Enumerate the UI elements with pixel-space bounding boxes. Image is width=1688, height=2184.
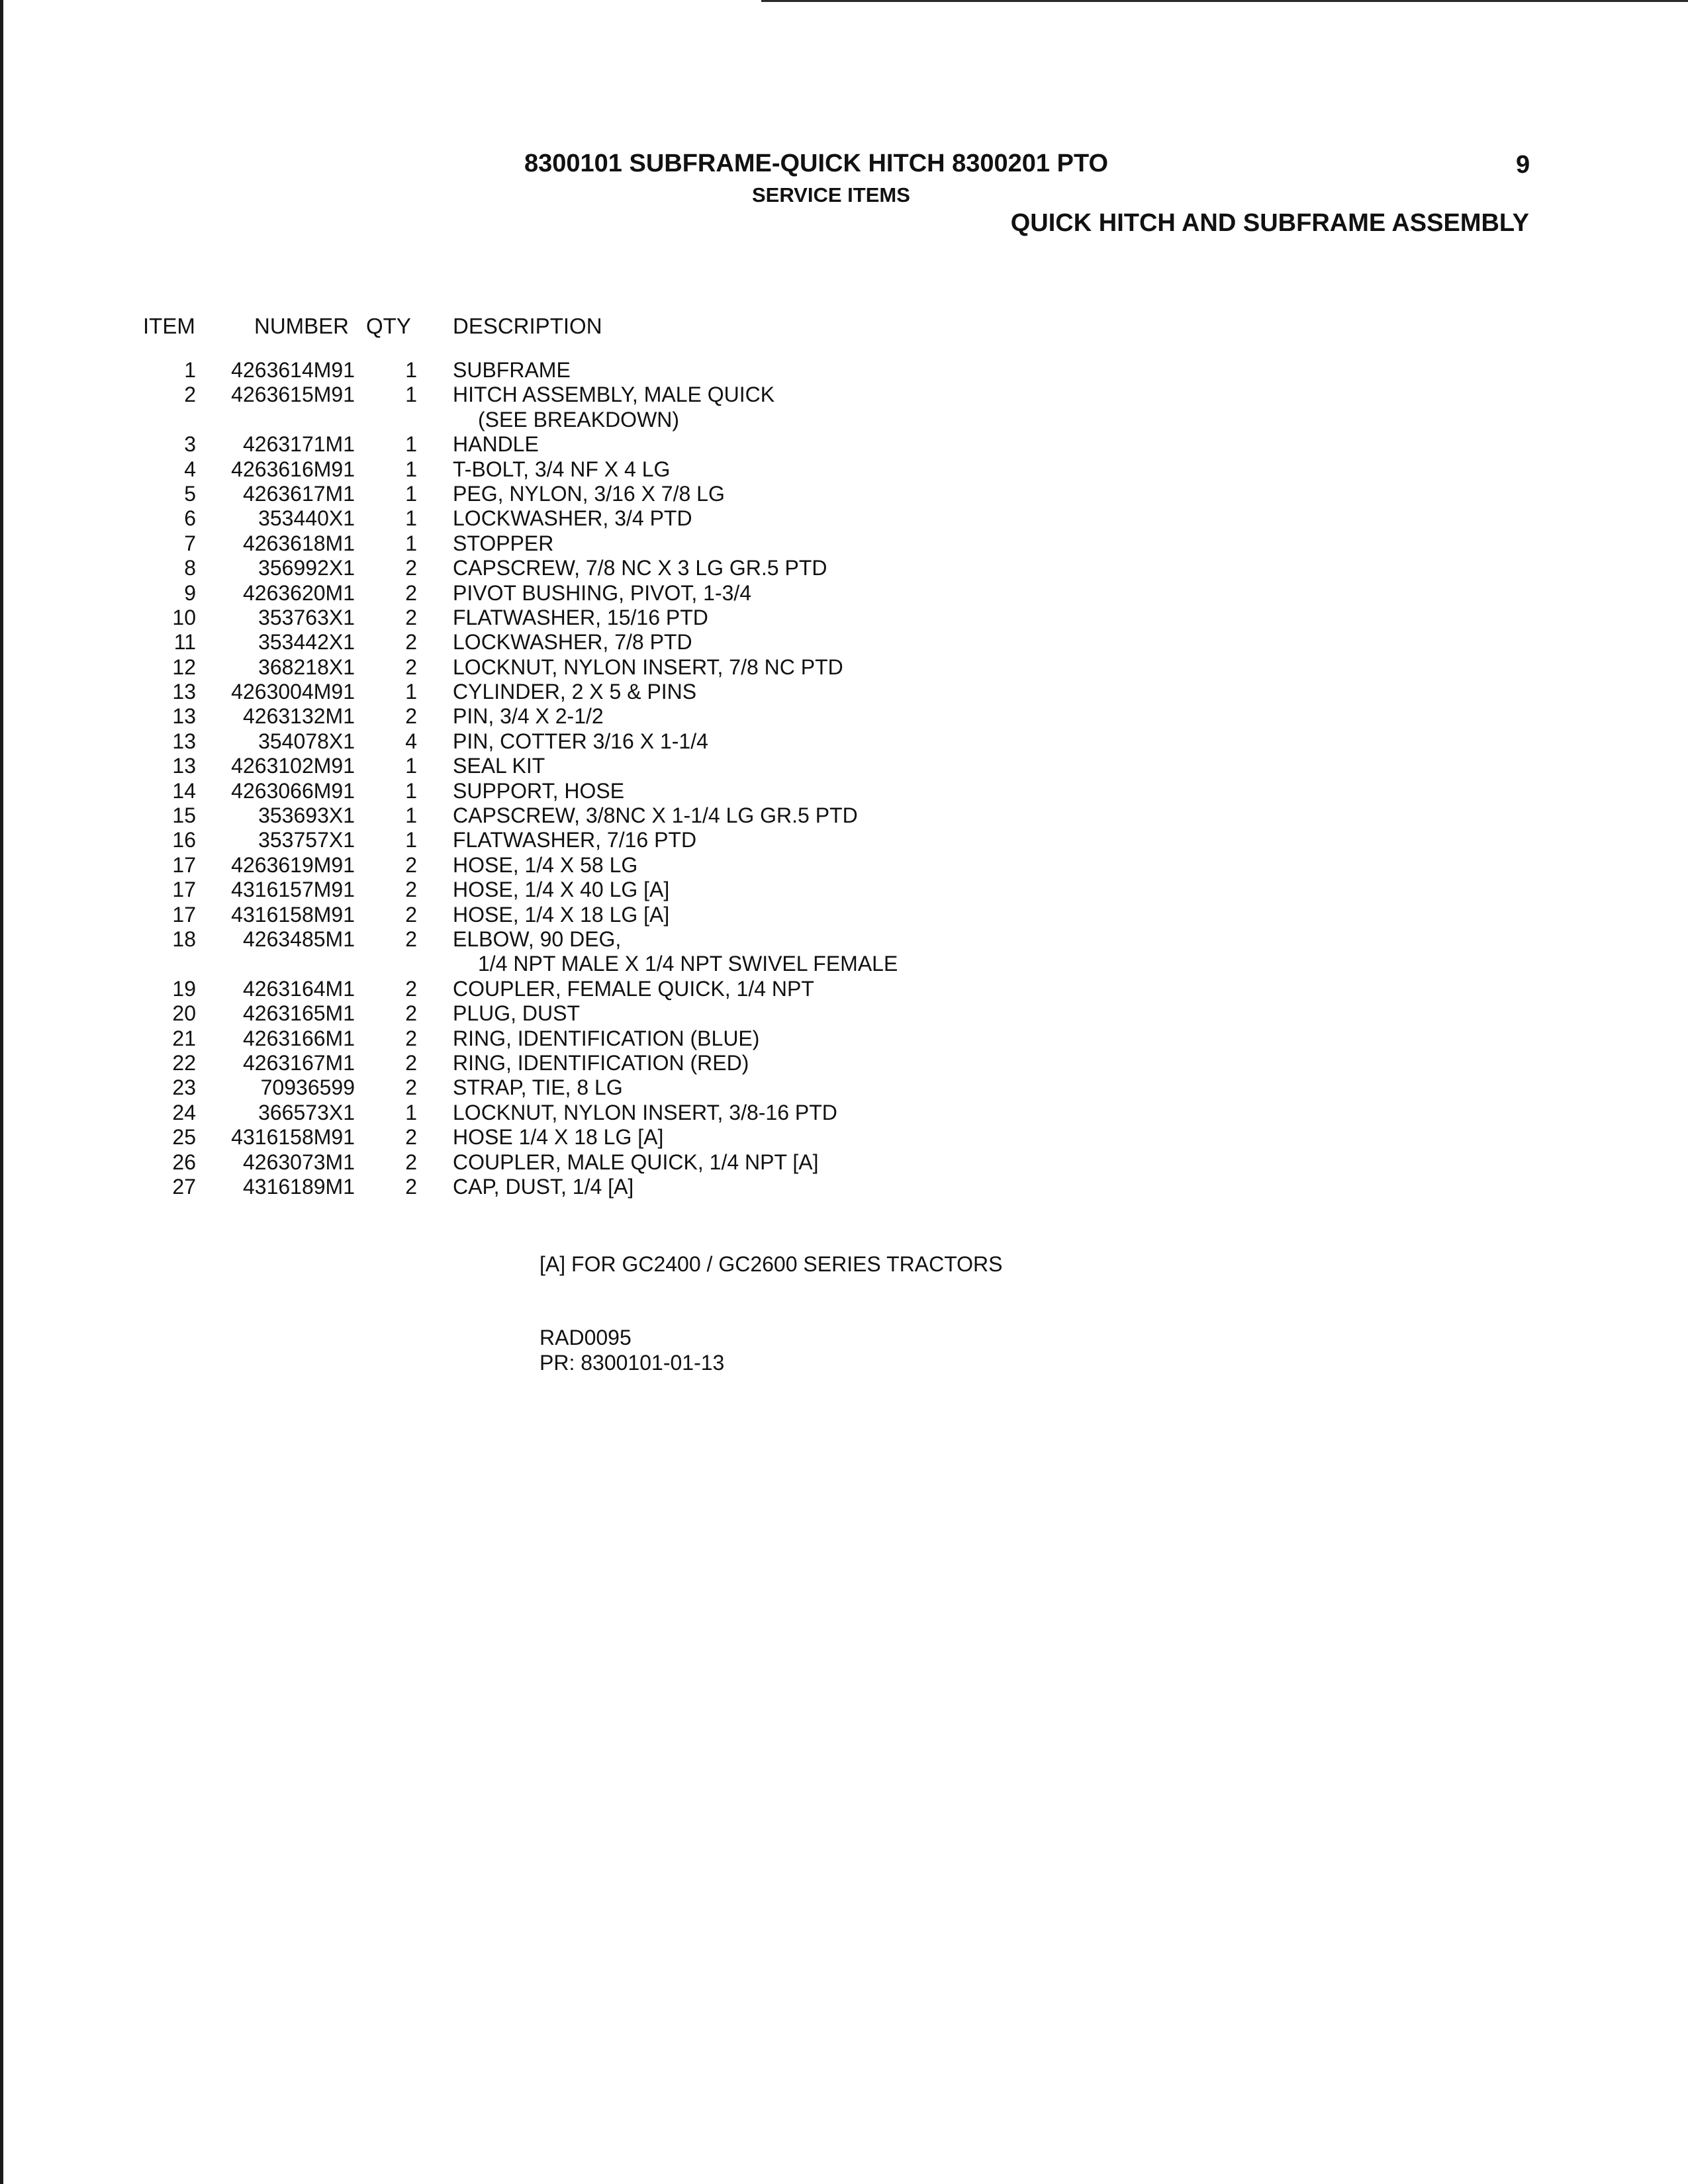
table-row <box>0 704 1688 729</box>
part-number-cell: 356992X1 <box>258 556 355 580</box>
description-cell: PLUG, DUST <box>453 1001 581 1026</box>
table-row <box>0 506 1688 531</box>
part-number-cell: 4263132M1 <box>242 704 355 729</box>
part-number-cell: 4263164M1 <box>242 976 355 1001</box>
column-header-number: NUMBER <box>254 314 350 338</box>
item-cell: 17 <box>172 878 196 902</box>
qty-cell: 1 <box>405 432 417 457</box>
table-row <box>0 1051 1688 1075</box>
table-row <box>0 606 1688 630</box>
part-number-cell: 4263102M91 <box>231 754 355 778</box>
table-row <box>0 1075 1688 1100</box>
item-cell: 2 <box>184 383 196 407</box>
column-header-qty: QTY <box>366 314 411 338</box>
item-cell: 25 <box>172 1125 196 1150</box>
part-number-cell: 4316157M91 <box>231 878 355 902</box>
description-cell: 1/4 NPT MALE X 1/4 NPT SWIVEL FEMALE <box>478 952 898 976</box>
qty-cell: 1 <box>405 1100 417 1124</box>
parts-list <box>0 358 1688 1199</box>
item-cell: 26 <box>172 1150 196 1174</box>
part-number-cell: 4263073M1 <box>242 1150 355 1174</box>
part-number-cell: 353763X1 <box>258 605 355 629</box>
description-cell: FLATWASHER, 7/16 PTD <box>453 828 697 852</box>
item-cell: 24 <box>172 1100 196 1124</box>
part-number-cell: 4263614M91 <box>231 358 355 382</box>
table-row <box>0 358 1688 383</box>
table-row <box>0 457 1688 482</box>
item-cell: 20 <box>172 1001 196 1026</box>
qty-cell: 4 <box>405 729 417 753</box>
part-number-cell: 4263066M91 <box>231 778 355 803</box>
reference-pr: PR: 8300101-01-13 <box>539 1351 725 1375</box>
table-row <box>0 1026 1688 1051</box>
table-row <box>0 531 1688 556</box>
part-number-cell: 353440X1 <box>258 506 355 531</box>
description-cell: FLATWASHER, 15/16 PTD <box>453 605 708 629</box>
qty-cell: 1 <box>405 457 417 481</box>
description-cell: LOCKWASHER, 3/4 PTD <box>453 506 692 531</box>
item-cell: 5 <box>184 481 196 506</box>
qty-cell: 2 <box>405 1026 417 1050</box>
page-number: 9 <box>1516 151 1530 179</box>
qty-cell: 2 <box>405 580 417 605</box>
table-row <box>0 1001 1688 1026</box>
table-row <box>0 952 1688 976</box>
qty-cell: 2 <box>405 902 417 927</box>
item-cell: 16 <box>172 828 196 852</box>
qty-cell: 2 <box>405 1050 417 1075</box>
description-cell: COUPLER, FEMALE QUICK, 1/4 NPT <box>453 976 814 1001</box>
qty-cell: 2 <box>405 630 417 655</box>
qty-cell: 1 <box>405 680 417 704</box>
qty-cell: 2 <box>405 1001 417 1026</box>
column-header-description: DESCRIPTION <box>453 314 602 338</box>
item-cell: 18 <box>172 927 196 951</box>
item-cell: 19 <box>172 976 196 1001</box>
qty-cell: 2 <box>405 852 417 877</box>
part-number-cell: 4263485M1 <box>242 927 355 951</box>
qty-cell: 2 <box>405 1174 417 1199</box>
table-row <box>0 383 1688 407</box>
qty-cell: 2 <box>405 927 417 951</box>
footnote: [A] FOR GC2400 / GC2600 SERIES TRACTORS <box>539 1252 1003 1276</box>
part-number-cell: 4263619M91 <box>231 852 355 877</box>
item-cell: 13 <box>172 704 196 729</box>
item-cell: 9 <box>184 580 196 605</box>
item-cell: 10 <box>172 605 196 629</box>
table-row <box>0 779 1688 803</box>
qty-cell: 2 <box>405 878 417 902</box>
item-cell: 11 <box>173 630 196 655</box>
table-row <box>0 853 1688 878</box>
part-number-cell: 4316158M91 <box>231 1125 355 1150</box>
part-number-cell: 4263167M1 <box>242 1050 355 1075</box>
table-row <box>0 432 1688 457</box>
description-cell: CAP, DUST, 1/4 [A] <box>453 1174 634 1199</box>
part-number-cell: 4263616M91 <box>231 457 355 481</box>
qty-cell: 2 <box>405 976 417 1001</box>
description-cell: LOCKNUT, NYLON INSERT, 7/8 NC PTD <box>453 655 843 679</box>
qty-cell: 2 <box>405 605 417 629</box>
description-cell: RING, IDENTIFICATION (RED) <box>453 1050 749 1075</box>
description-cell: HOSE, 1/4 X 58 LG <box>453 852 638 877</box>
table-row <box>0 927 1688 952</box>
item-cell: 4 <box>184 457 196 481</box>
description-cell: LOCKWASHER, 7/8 PTD <box>453 630 692 655</box>
description-cell: PIVOT BUSHING, PIVOT, 1-3/4 <box>453 580 752 605</box>
item-cell: 3 <box>184 432 196 457</box>
item-cell: 12 <box>172 655 196 679</box>
item-cell: 6 <box>184 506 196 531</box>
item-cell: 7 <box>184 531 196 555</box>
qty-cell: 1 <box>405 754 417 778</box>
description-cell: HOSE, 1/4 X 40 LG [A] <box>453 878 670 902</box>
part-number-cell: 353693X1 <box>258 803 355 828</box>
description-cell: CAPSCREW, 3/8NC X 1-1/4 LG GR.5 PTD <box>453 803 858 828</box>
description-cell: HOSE, 1/4 X 18 LG [A] <box>453 902 670 927</box>
table-row <box>0 655 1688 680</box>
page-title: 8300101 SUBFRAME-QUICK HITCH 8300201 PTO <box>524 150 1109 177</box>
description-cell: SEAL KIT <box>453 754 545 778</box>
part-number-cell: 366573X1 <box>258 1100 355 1124</box>
table-row <box>0 1125 1688 1150</box>
item-cell: 14 <box>172 778 196 803</box>
qty-cell: 2 <box>405 704 417 729</box>
qty-cell: 2 <box>405 1125 417 1150</box>
part-number-cell: 4263620M1 <box>242 580 355 605</box>
page-subtitle: SERVICE ITEMS <box>752 183 910 206</box>
reference-code: RAD0095 <box>539 1326 632 1349</box>
table-row <box>0 729 1688 754</box>
scan-edge-top <box>761 0 1688 2</box>
description-cell: STOPPER <box>453 531 554 555</box>
qty-cell: 1 <box>405 778 417 803</box>
description-cell: PIN, COTTER 3/16 X 1-1/4 <box>453 729 708 753</box>
item-cell: 23 <box>172 1075 196 1100</box>
table-row <box>0 803 1688 828</box>
item-cell: 13 <box>172 729 196 753</box>
part-number-cell: 4263617M1 <box>242 481 355 506</box>
part-number-cell: 4316158M91 <box>231 902 355 927</box>
table-row <box>0 754 1688 778</box>
qty-cell: 2 <box>405 655 417 679</box>
item-cell: 1 <box>184 358 196 382</box>
table-row <box>0 1175 1688 1199</box>
item-cell: 8 <box>184 556 196 580</box>
item-cell: 15 <box>172 803 196 828</box>
description-cell: STRAP, TIE, 8 LG <box>453 1075 623 1100</box>
part-number-cell: 4263615M91 <box>231 383 355 407</box>
description-cell: CYLINDER, 2 X 5 & PINS <box>453 680 697 704</box>
part-number-cell: 4263165M1 <box>242 1001 355 1026</box>
description-cell: T-BOLT, 3/4 NF X 4 LG <box>453 457 671 481</box>
item-cell: 21 <box>172 1026 196 1050</box>
table-row <box>0 903 1688 927</box>
description-cell: CAPSCREW, 7/8 NC X 3 LG GR.5 PTD <box>453 556 827 580</box>
part-number-cell: 70936599 <box>260 1075 355 1100</box>
qty-cell: 2 <box>405 1075 417 1100</box>
qty-cell: 1 <box>405 531 417 555</box>
table-row <box>0 680 1688 704</box>
description-cell: (SEE BREAKDOWN) <box>478 407 680 432</box>
part-number-cell: 4263618M1 <box>242 531 355 555</box>
table-row <box>0 977 1688 1001</box>
description-cell: SUBFRAME <box>453 358 571 382</box>
description-cell: RING, IDENTIFICATION (BLUE) <box>453 1026 760 1050</box>
description-cell: PIN, 3/4 X 2-1/2 <box>453 704 604 729</box>
qty-cell: 1 <box>405 358 417 382</box>
part-number-cell: 4263171M1 <box>242 432 355 457</box>
part-number-cell: 4263004M91 <box>231 680 355 704</box>
item-cell: 27 <box>172 1174 196 1199</box>
qty-cell: 2 <box>405 1150 417 1174</box>
section-title: QUICK HITCH AND SUBFRAME ASSEMBLY <box>1010 209 1529 237</box>
description-cell: HITCH ASSEMBLY, MALE QUICK <box>453 383 775 407</box>
description-cell: PEG, NYLON, 3/16 X 7/8 LG <box>453 481 725 506</box>
table-row <box>0 1150 1688 1175</box>
part-number-cell: 353757X1 <box>258 828 355 852</box>
description-cell: LOCKNUT, NYLON INSERT, 3/8-16 PTD <box>453 1100 837 1124</box>
table-row <box>0 878 1688 902</box>
qty-cell: 1 <box>405 506 417 531</box>
item-cell: 13 <box>172 680 196 704</box>
part-number-cell: 354078X1 <box>258 729 355 753</box>
description-cell: ELBOW, 90 DEG, <box>453 927 622 951</box>
qty-cell: 1 <box>405 803 417 828</box>
item-cell: 17 <box>172 902 196 927</box>
item-cell: 17 <box>172 852 196 877</box>
description-cell: SUPPORT, HOSE <box>453 778 625 803</box>
column-header-item: ITEM <box>143 314 195 338</box>
part-number-cell: 368218X1 <box>258 655 355 679</box>
table-row <box>0 408 1688 432</box>
table-row <box>0 630 1688 655</box>
table-row <box>0 1101 1688 1125</box>
item-cell: 13 <box>172 754 196 778</box>
table-row <box>0 556 1688 580</box>
table-row <box>0 828 1688 852</box>
item-cell: 22 <box>172 1050 196 1075</box>
qty-cell: 1 <box>405 828 417 852</box>
table-row <box>0 581 1688 606</box>
qty-cell: 1 <box>405 481 417 506</box>
qty-cell: 2 <box>405 556 417 580</box>
part-number-cell: 4316189M1 <box>242 1174 355 1199</box>
description-cell: HANDLE <box>453 432 539 457</box>
description-cell: COUPLER, MALE QUICK, 1/4 NPT [A] <box>453 1150 819 1174</box>
table-row <box>0 482 1688 506</box>
part-number-cell: 353442X1 <box>258 630 355 655</box>
part-number-cell: 4263166M1 <box>242 1026 355 1050</box>
qty-cell: 1 <box>405 383 417 407</box>
description-cell: HOSE 1/4 X 18 LG [A] <box>453 1125 664 1150</box>
